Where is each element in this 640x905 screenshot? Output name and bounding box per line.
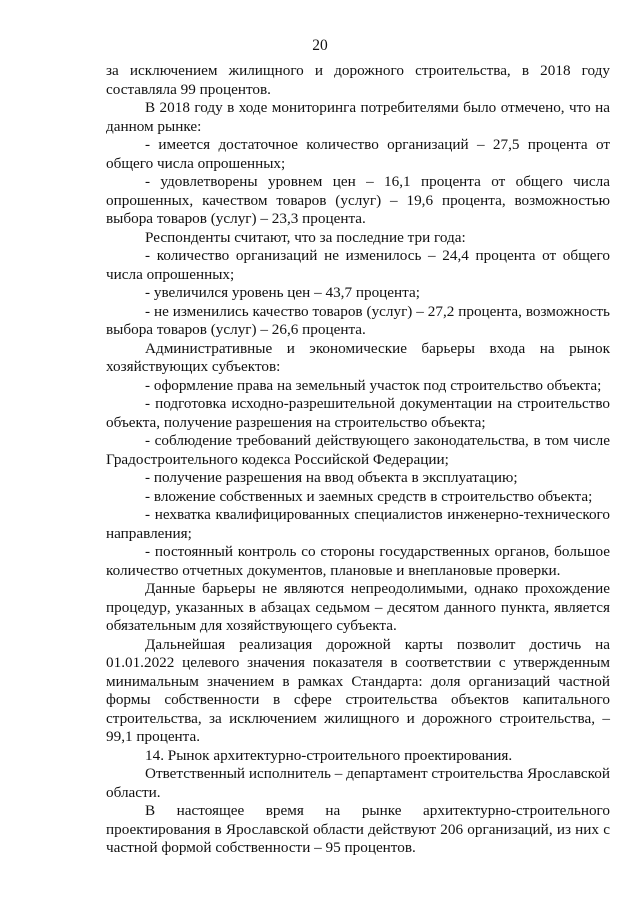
paragraph-monitoring-intro: В 2018 году в ходе мониторинга потребителями было отмечено, что на данном рынке: <box>106 99 610 135</box>
list-item-quality-unchanged: - не изменились качество товаров (услуг) – 27,2 процента, возможность выбора товаров (услуг) – 26,6 процента. <box>106 302 610 338</box>
list-item-barrier-documentation: - подготовка исходно-разрешительной документации на строительство объекта, получение разрешения на строительство объекта; <box>106 395 610 431</box>
paragraph-market-current: В настоящее время на рынке архитектурно-строительного проектирования в Ярославской области действуют 206 организаций, из них с частной формой собственности – 95 процентов. <box>106 802 610 856</box>
list-item-organizations-unchanged: - количество организаций не изменилось – 24,4 процента от общего числа опрошенных; <box>106 247 610 283</box>
paragraph-continuation: за исключением жилищного и дорожного строительства, в 2018 году составляла 99 процентов. <box>106 62 610 98</box>
list-item-organizations-count: - имеется достаточное количество организаций – 27,5 процента от общего числа опрошенных; <box>106 136 610 172</box>
section-heading-14: 14. Рынок архитектурно-строительного проектирования. <box>145 746 513 764</box>
list-item-barrier-control: - постоянный контроль со стороны государственных органов, большое количество отчетных документов, плановые и внеплановые проверки. <box>106 543 610 579</box>
list-item-barrier-legislation: - соблюдение требований действующего законодательства, в том числе Градостроительного кодекса Российской Федерации; <box>106 432 610 468</box>
paragraph-roadmap: Дальнейшая реализация дорожной карты позволит достичь на 01.01.2022 целевого значения показателя в соответствии с утвержденным минимальным значением в рамках Стандарта: доля организаций частной формы собственности в сфере строительства объектов капитального строительства, за исключением жилищного и дорожного строительства, – 99,1 процента. <box>106 635 610 745</box>
page-number: 20 <box>312 37 328 54</box>
list-item-barrier-specialists: - нехватка квалифицированных специалистов инженерно-технического направления; <box>106 506 610 542</box>
paragraph-respondents-intro: Респонденты считают, что за последние три года: <box>145 228 466 246</box>
list-item-barrier-commissioning: - получение разрешения на ввод объекта в эксплуатацию; <box>145 469 518 486</box>
list-item-price-increase: - увеличился уровень цен – 43,7 процента; <box>145 284 420 301</box>
list-item-satisfaction: - удовлетворены уровнем цен – 16,1 процента от общего числа опрошенных, качеством товаров (услуг) – 19,6 процента, возможностью выбора товаров (услуг) – 23,3 процента. <box>106 173 610 227</box>
list-item-barrier-land: - оформление права на земельный участок под строительство объекта; <box>145 376 602 394</box>
document-body <box>106 62 610 858</box>
list-item-barrier-investment: - вложение собственных и заемных средств в строительство объекта; <box>145 487 593 505</box>
paragraph-barriers-conclusion: Данные барьеры не являются непреодолимыми, однако прохождение процедур, указанных в абзацах седьмом – десятом данного пункта, является обязательным для хозяйствующего субъекта. <box>106 580 610 634</box>
paragraph-barriers-intro: Административные и экономические барьеры входа на рынок хозяйствующих субъектов: <box>106 339 610 375</box>
paragraph-responsible: Ответственный исполнитель – департамент строительства Ярославской области. <box>106 765 610 801</box>
